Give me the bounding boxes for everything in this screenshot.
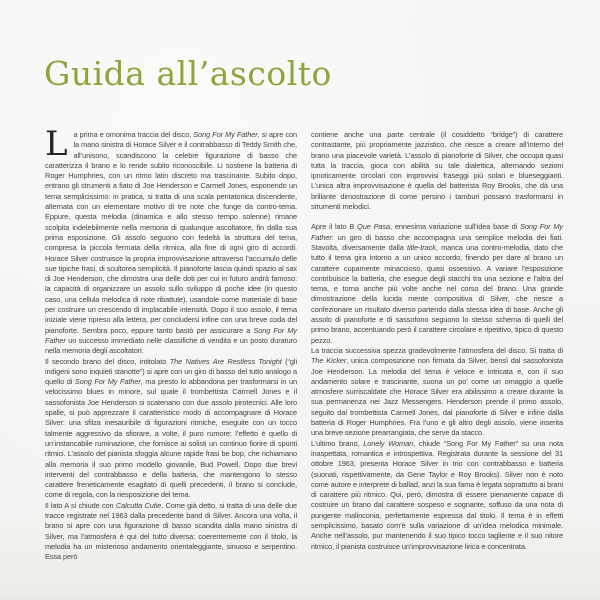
paragraph: Apre il lato B Que Pasa, ennesima variazione sull’idea base di Song For My Father: un giro di basso che accompagna una semplice melodia dei fiati. Stavolta, diversamente dalla title-track, manca una contro-melodia, dato che tutto il tema gira intorno a un unico accordo, finendo per dare al brano un carattere cupamente minaccioso, quasi ossessivo. A variare l’esposizione contribuisce la batteria, che esegue degli stacchi tra una sezione e l’altra del tema, e torna anche più volte anche nel corso del brano. Una grande dimostrazione della lucida mente compositiva di Silver, che riesce a confezionare un risultato diverso partendo dalla stessa idea di base. Anche gli assolo di pianoforte e di sassofono seguono lo stesso schema di quelli del primo brano, accentuando però il carattere circolare e ripetitivo, tipico di questo pezzo.: [311, 222, 563, 345]
paragraph: Il lato A si chiude con Calcutta Cutie. Come già detto, si tratta di una delle due tracce registrate nel 1963 dalla precedente band di Silver. Ancora una volta, il brano si apre con una figurazione di basso scandita dalla mano sinistra di Silver, ma l’atmosfera è qui del tutto diversa: coerentemente con il titolo, la melodia ha un misterioso andamento orientaleggiante, sinuoso e serpentino. Essa però: [45, 500, 297, 562]
page-title: Guida all’ascolto: [44, 54, 332, 93]
text-column-right: [311, 130, 563, 562]
paragraph: La traccia successiva spezza gradevolmente l’atmosfera del disco. Si tratta di The Kicker, unica composizione non firmata da Silver, bensì dal sassofonista Joe Henderson. La melodia del tema è veloce e intricata e, con il suo andamento solare e trascinante, suona un po’ come un omaggio a quelle atmosfere surriscaldate che Horace Silver era abilissimo a creare durante la sua permanenza nei Jazz Messengers. Henderson prende il primo assolo, seguito dal trombettista Carmell Jones, dal pianoforte di Silver e infine dalla batteria di Roger Humphries. Fra l’uno e gli altro degli assolo, viene inserita una breve sezione prearrangiata, che serve da stacco.: [311, 345, 563, 438]
article-columns: [45, 124, 563, 562]
drop-cap: L: [45, 124, 68, 164]
paragraph: L’ultimo brano, Lonely Woman, chiude “Song For My Father” su una nota inaspettata, romantica e introspettiva. Registrata durante la sessione del 31 ottobre 1963, presenta Horace Silver in trio con contrabbasso e batteria (suonati, rispettivamente, da Gene Taylor e Roy Brooks). Silver non è noto come autore e interprete di ballad, anzi la sua fama è legata soprattutto ai brani di carattere più ritmico. Qui, però, dimostra di essere pienamente capace di costruire un brano dal carattere sospeso e sognante, soffuso da una nota di pungente malinconia, perfettamente espressa dal titolo. Il tema è in effetti semplicissimo, basato com’è sulla variazione di un’idea melodica minimale. Anche nell’assolo, pur mantenendo il suo tipico tocco tagliente e il suo nitore ritmico, il pianista costruisce un’improvvisazione lirica e concentrata.: [311, 438, 563, 551]
paragraph: contiene anche una parte centrale (il cosiddetto “bridge”) di carattere contrastante, più propriamente jazzistico, che riesce a creare all’interno del brano una piacevole varietà. L’assolo di pianoforte di Silver, che occupa quasi tutta la traccia, gioca con abilità su tale dialettica, alternando sezioni ipnoticamente circolari con improvvisi fraseggi più solari e blueseggianti. L’unica altra improvvisazione è quella del batterista Roy Brooks, che dà una brillante dimostrazione di come persino i tamburi possano trasformarsi in strumenti melodici.: [311, 130, 563, 212]
text-column-left: [45, 124, 298, 562]
paragraph: Il secondo brano del disco, intitolato The Natives Are Restless Tonight (“gli indigeni sono inquieti stanotte”) si apre con un giro di basso del tutto analogo a quello di Song For My Father, ma presto lo abbandona per trasformarsi in un velocissimo blues in minore, sul quale il trombettista Carmell Jones e il sassofonista Joe Henderson si scatenano con due assolo pirotecnici. Alle loro spalle, si può apprezzare il caratteristico modo di accompagnare di Horace Silver: una sfilza inesauribile di figurazioni ritmiche, eseguite con un tocco talmente aggressivo da sfiorare, a volte, il puro rumore: l’effetto è quello di un’instancabile ruminazione, che fornisce ai solisti un continuo fiorire di spunti ritmici. L’assolo del pianista sfoggia alcune rapide frasi be bop, che richiamano alla memoria il suo primo modello giovanile, Bud Powell. Dopo due brevi interventi del contrabbasso e della batteria, che mantengono lo stesso carattere freneticamente esagitato di quelli precedenti, il brano si conclude, come di regola, con la riesposizione del tema.: [45, 356, 298, 500]
paragraph: La prima e omonima traccia del disco, Song For My Father, si apre con la mano sinistra di Horace Silver e il contrabbasso di Teddy Smith che, all’unisono, scandiscono la celebre figurazione di basso che caratterizza il brano e lo rende subito riconoscibile. Li sostiene la batteria di Roger Humphries, con un ritmo latin discreto ma trascinante. Subito dopo, entrano gli strumenti a fiato di Joe Henderson e Carmell Jones, esponendo un tema semplicissimo: in pratica, si tratta di una scala pentatonica discendente, alternata con un elementare motivo di tre note che funge da contro-tema. Eppure, questa melodia (dinamica e allo stesso tempo solenne) rimane scolpita indelebilmente nella memoria di qualunque ascoltatore, fin dalla sua prima esposizione. Gli assolo seguono con fedeltà la struttura del tema, compresa la piccola fermata della ritmica, alla fine di ogni giro di accordi. Horace Silver costruisce la propria improvvisazione attraverso l’accumulo delle sue tipiche frasi, di scultorea semplicità. Il pianoforte lascia quindi spazio al sax di Joe Henderson, che dimostra una delle doti per cui in futuro andrà famoso: la capacità di organizzare un assolo sullo sviluppo di poche idee (in questo caso, una cellula melodica di note ribattute), usandole come materiale di base per costruire un crescendo di implacabile intensità. Dopo il suo assolo, il tema iniziale viene ripreso alla lettera, per concludersi infine con una breve coda del pianoforte. Sembra poco, eppure tanto bastò per assicurare a Song For My Father un successo immediato nelle classifiche di vendita e un posto duraturo nella memoria degli ascoltatori.: [45, 124, 297, 356]
